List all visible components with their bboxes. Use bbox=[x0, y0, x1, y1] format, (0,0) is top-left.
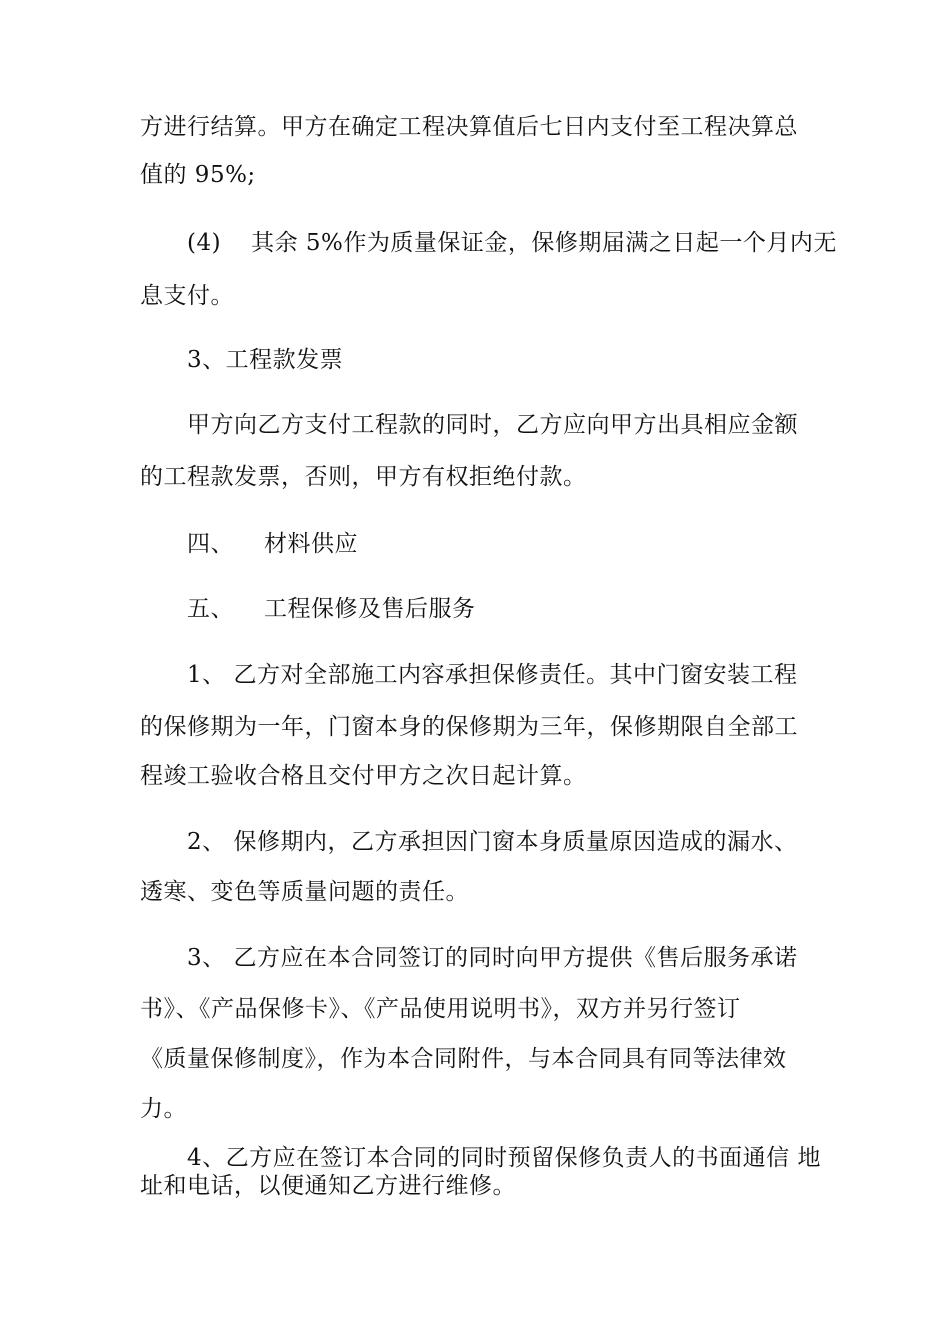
clause-2-line-2: 透寒、变色等质量问题的责任。 bbox=[140, 879, 469, 905]
clause-3-line-3: 《质量保修制度》，作为本合同附件，与本合同具有同等法律效 bbox=[140, 1046, 787, 1072]
clause-2-line-1: 2、 保修期内，乙方承担因门窗本身质量原因造成的漏水、 bbox=[187, 829, 798, 855]
clause-4-line-2: 址和电话，以便通知乙方进行维修。 bbox=[140, 1173, 516, 1199]
item-4-text: 其余 5%作为质量保证金，保修期届满之日起一个月内无 bbox=[251, 230, 837, 256]
clause-1-line-1: 1、 乙方对全部施工内容承担保修责任。其中门窗安装工程 bbox=[187, 662, 798, 688]
heading-section-4 bbox=[187, 529, 358, 559]
section-4-title: 材料供应 bbox=[264, 531, 358, 557]
item-4-number: (4) bbox=[187, 230, 222, 256]
heading-invoice: 3、工程款发票 bbox=[187, 347, 344, 373]
item-4-line-1 bbox=[187, 228, 837, 258]
clause-4-line-1: 4、乙方应在签订本合同的同时预留保修负责人的书面通信 地 bbox=[187, 1145, 821, 1171]
clause-3-line-2: 书》、《产品保修卡》、《产品使用说明书》，双方并另行签订 bbox=[140, 996, 741, 1022]
section-4-number: 四、 bbox=[187, 531, 234, 557]
section-5-title: 工程保修及售后服务 bbox=[264, 596, 476, 622]
paragraph-invoice-line-1: 甲方向乙方支付工程款的同时，乙方应向甲方出具相应金额 bbox=[187, 412, 798, 438]
paragraph-settlement-line-2: 值的 95%; bbox=[140, 162, 256, 188]
clause-3-line-1: 3、 乙方应在本合同签订的同时向甲方提供《售后服务承诺 bbox=[187, 945, 798, 971]
clause-3-line-4: 力。 bbox=[140, 1096, 187, 1122]
clause-1-line-3: 程竣工验收合格且交付甲方之次日起计算。 bbox=[140, 763, 587, 789]
clause-1-line-2: 的保修期为一年，门窗本身的保修期为三年，保修期限自全部工 bbox=[140, 714, 798, 740]
section-5-number: 五、 bbox=[187, 596, 234, 622]
heading-section-5 bbox=[187, 594, 476, 624]
paragraph-settlement-line-1: 方进行结算。甲方在确定工程决算值后七日内支付至工程决算总 bbox=[140, 114, 798, 140]
paragraph-invoice-line-2: 的工程款发票，否则，甲方有权拒绝付款。 bbox=[140, 464, 587, 490]
item-4-line-2: 息支付。 bbox=[140, 283, 234, 309]
